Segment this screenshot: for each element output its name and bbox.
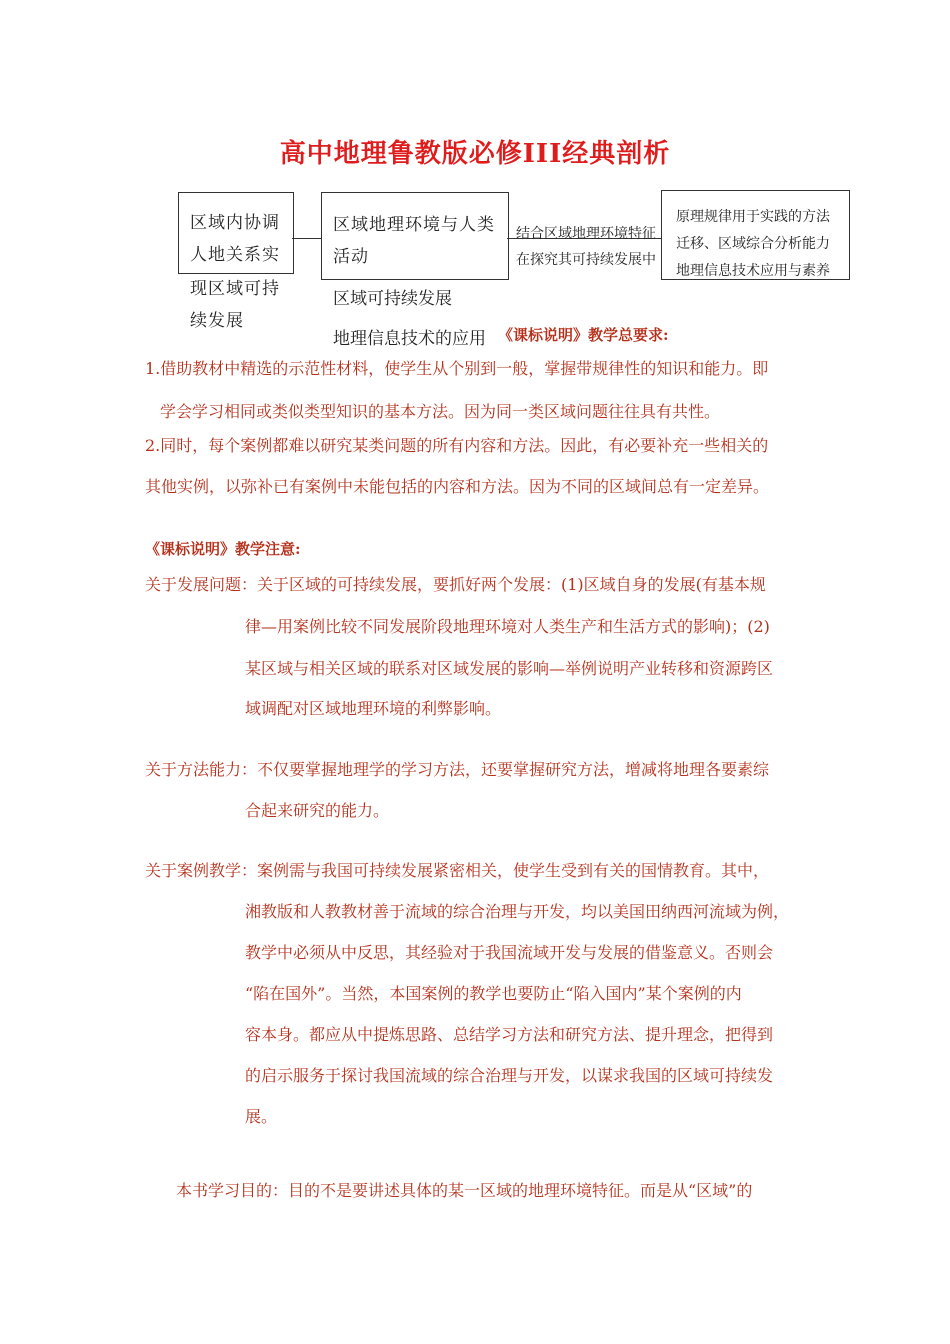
note-case: 湘教版和人教教材善于流域的综合治理与开发，均以美国田纳西河流域为例， [245,902,790,921]
connector-text: 结合区域地理环境特征 [516,226,656,242]
box3-line: 迁移、区域综合分析能力 [676,236,830,252]
box2-subtopic: 区域可持续发展 [333,289,452,309]
requirement-item-1: 学会学习相同或类似类型知识的基本方法。因为同一类区域问题往往具有共性。 [160,402,721,421]
page-title: 高中地理鲁教版必修III经典剖析 [279,139,671,169]
requirement-item-1: 1.借助教材中精选的示范性材料，使学生从个别到一般，掌握带规律性的知识和能力。即 [145,359,769,378]
note-method: 关于方法能力：不仅要掌握地理学的学习方法，还要掌握研究方法，增减将地理各要素综 [145,760,770,779]
box2-line: 区域地理环境与人类 [333,215,495,235]
requirements-heading: 《课标说明》教学总要求: [498,326,669,344]
note-development: 某区域与相关区域的联系对区域发展的影响—举例说明产业转移和资源跨区 [245,659,774,678]
note-case: 容本身。都应从中提炼思路、总结学习方法和研究方法、提升理念，把得到 [245,1025,774,1044]
note-development: 律—用案例比较不同发展阶段地理环境对人类生产和生活方式的影响)；(2) [245,617,770,636]
note-method: 合起来研究的能力。 [245,801,390,820]
requirement-item-2: 2.同时，每个案例都难以研究某类问题的所有内容和方法。因此，有必要补充一些相关的 [145,436,769,455]
note-case: “陷在国外”。当然，本国案例的教学也要防止“陷入国内”某个案例的内 [245,984,742,1003]
box3-line: 原理规律用于实践的方法 [676,209,830,225]
study-purpose: 本书学习目的：目的不是要讲述具体的某一区域的地理环境特征。而是从“区域”的 [176,1181,753,1200]
box1-line: 区域内协调 [190,213,280,233]
note-development: 关于发展问题：关于区域的可持续发展，要抓好两个发展：(1)区域自身的发展(有基本规 [145,575,766,594]
note-case: 关于案例教学：案例需与我国可持续发展紧密相关，使学生受到有关的国情教育。其中， [145,861,770,880]
box1-line: 续发展 [190,311,244,331]
note-development: 域调配对区域地理环境的利弊影响。 [245,699,502,718]
note-case: 教学中必须从中反思，其经验对于我国流域开发与发展的借鉴意义。否则会 [245,943,774,962]
connector-line [292,238,321,239]
box3-line: 地理信息技术应用与素养 [676,263,830,279]
connector-text: 在探究其可持续发展中 [516,252,656,268]
box2-line: 活动 [333,247,369,267]
box1-line: 人地关系实 [190,245,280,265]
box1-line: 现区域可持 [190,279,280,299]
notes-heading: 《课标说明》教学注意: [145,540,301,558]
requirement-item-2: 其他实例，以弥补已有案例中未能包括的内容和方法。因为不同的区域间总有一定差异。 [145,477,770,496]
note-case: 展。 [245,1107,278,1126]
note-case: 的启示服务于探讨我国流域的综合治理与开发，以谋求我国的区域可持续发 [245,1066,774,1085]
box2-subtopic: 地理信息技术的应用 [333,329,486,349]
